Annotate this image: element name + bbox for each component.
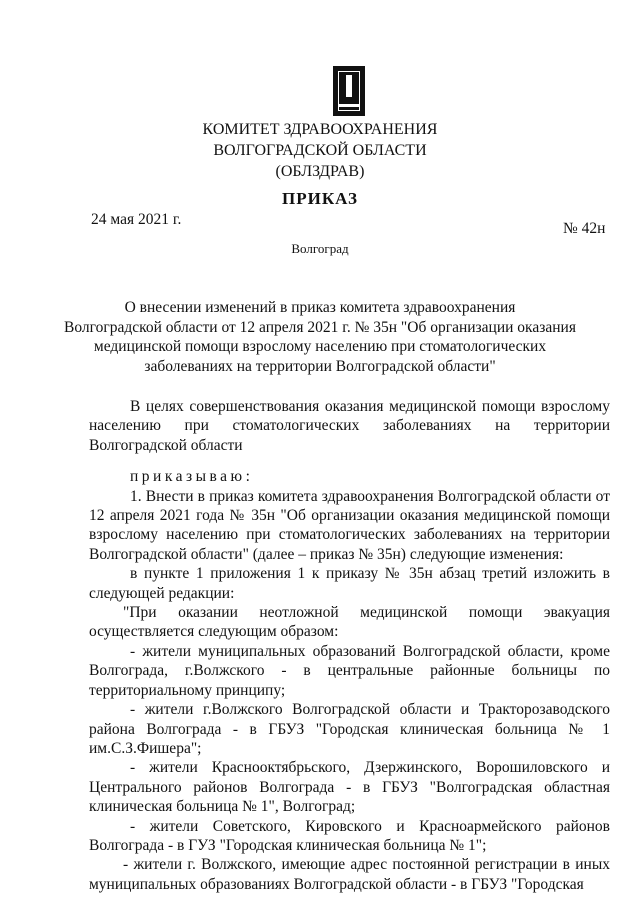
coat-of-arms-emblem bbox=[333, 66, 365, 116]
quote-paragraph: "При оказании неотложной медицинской помощи эвакуация осуществляется следующим образом: bbox=[89, 604, 610, 641]
subject-line: медицинской помощи взрослому населению при стоматологических bbox=[93, 338, 547, 355]
org-line-3: (ОБЛЗДРАВ) bbox=[275, 163, 365, 180]
subject-line: Волгоградской области от 12 апреля 2021 г. № 35н "Об организации оказания bbox=[64, 318, 576, 336]
bullet-item: - жители Краснооктябрьского, Дзержинского, Ворошиловского и Центрального районов Волгограда - в ГБУЗ "Волгоградская областная клиническая больница № 1", Волгоград; bbox=[89, 759, 610, 816]
document-date: 24 мая 2021 г. bbox=[91, 211, 182, 228]
intro-paragraph: В целях совершенствования оказания медицинской помощи взрослому населению при стоматологических заболеваниях на территории Волгоградской области bbox=[89, 398, 610, 454]
document-city: Волгоград bbox=[291, 241, 349, 256]
organization-name bbox=[0, 119, 640, 182]
subject-line: заболеваниях на территории Волгоградской области" bbox=[144, 357, 496, 375]
bullet-item: - жители муниципальных образований Волгоградской области, кроме Волгограда, г.Волжского - в центральные районные больницы по территориальному принципу; bbox=[89, 642, 610, 699]
org-line-2: ВОЛГОГРАДСКОЙ ОБЛАСТИ bbox=[213, 142, 427, 159]
bullet-item: - жители г. Волжского, имеющие адрес постоянной регистрации в иных муниципальных образованиях Волгоградской области - в ГБУЗ "Городская bbox=[89, 856, 610, 893]
bullet-item: - жители г.Волжского Волгоградской области и Тракторозаводского района Волгограда - в ГБУЗ "Городская клиническая больница № 1 им.С.З.Фишера"; bbox=[89, 701, 610, 757]
order-word: приказываю: bbox=[130, 468, 254, 486]
item-1-subparagraph: в пункте 1 приложения 1 к приказу № 35н абзац третий изложить в следующей редакции: bbox=[89, 565, 610, 602]
subject-line: О внесении изменений в приказ комитета здравоохранения bbox=[124, 299, 516, 316]
item-1-paragraph: 1. Внести в приказ комитета здравоохранения Волгоградской области от 12 апреля 2021 года № 35н "Об организации оказания медицинской помощи взрослому населению при стоматологических заболеваниях на территории Волгоградской области" (далее – приказ № 35н) следующие изменения: bbox=[89, 487, 610, 563]
org-line-1: КОМИТЕТ ЗДРАВООХРАНЕНИЯ bbox=[202, 121, 438, 138]
document-title: ПРИКАЗ bbox=[282, 189, 358, 208]
emblem-band bbox=[338, 104, 360, 107]
document-body bbox=[89, 397, 610, 894]
emblem-figure-icon bbox=[346, 75, 352, 97]
bullet-item: - жители Советского, Кировского и Красноармейского районов Волгограда - в ГУЗ "Городская клиническая больница № 1"; bbox=[89, 817, 610, 854]
document-number: № 42н bbox=[563, 220, 606, 237]
document-subject bbox=[60, 298, 580, 376]
